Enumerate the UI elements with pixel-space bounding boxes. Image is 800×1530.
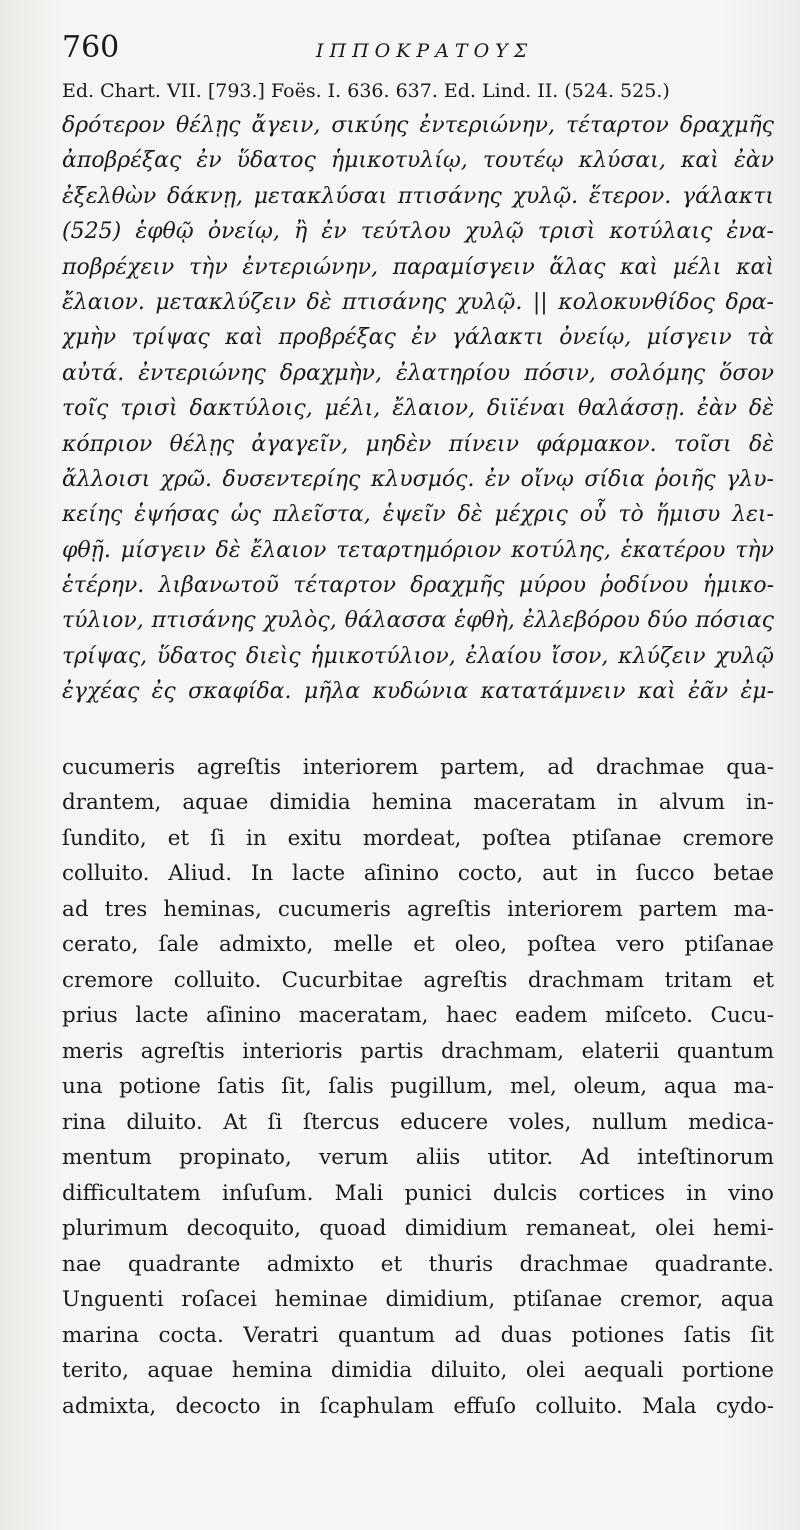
- greek-text-line: ἔλαιον. μετακλύζειν δὲ πτισάνης χυλῷ. || κολοκυνθίδος δρα-: [62, 289, 774, 315]
- latin-text-line: prius lacte aſinino maceratam, haec eadem miſceto. Cucu-: [62, 1003, 774, 1029]
- latin-text-line: cucumeris agreſtis interiorem partem, ad drachmae qua-: [62, 754, 774, 780]
- latin-text-line: ſundito, et ſi in exitu mordeat, poſtea ptiſanae cremore: [62, 825, 774, 851]
- greek-text-line: κείης ἑψήσας ὡς πλεῖστα, ἑψεῖν δὲ μέχρις οὗ τὸ ἥμισυ λει-: [62, 502, 774, 528]
- greek-text-line: ποβρέχειν τὴν ἐντεριώνην, παραμίσγειν ἅλας καὶ μέλι καὶ: [62, 254, 774, 280]
- latin-text-line: colluito. Aliud. In lacte aſinino cocto, aut in ſucco betae: [62, 861, 774, 887]
- latin-text-line: cerato, ſale admixto, melle et oleo, poſtea vero ptiſanae: [62, 932, 774, 958]
- latin-text-line: mentum propinato, verum aliis utitor. Ad inteſtinorum: [62, 1145, 774, 1171]
- edition-reference-line: Ed. Chart. VII. [793.] Foës. I. 636. 637. Ed. Lind. II. (524. 525.): [62, 80, 670, 102]
- page-header: [62, 30, 774, 74]
- latin-text-block: [62, 750, 774, 1425]
- latin-text-line: admixta, decocto in ſcaphulam effuſo colluito. Mala cydo-: [62, 1393, 774, 1419]
- greek-text-line: ἑτέρην. λιβανωτοῦ τέταρτον δραχμῆς μύρου ῥοδίνου ἡμικο-: [62, 573, 774, 599]
- greek-text-line: φθῇ. μίσγειν δὲ ἔλαιον τεταρτημόριον κοτύλης, ἑκατέρου τὴν: [62, 537, 774, 563]
- greek-text-line: ἀποβρέξας ἐν ὕδατος ἡμικοτυλίῳ, τουτέῳ κλύσαι, καὶ ἐὰν: [62, 148, 774, 174]
- latin-text-line: Unguenti roſacei heminae dimidium, ptiſanae cremor, aqua: [62, 1287, 774, 1313]
- greek-text-line: κόπριον θέλῃς ἀγαγεῖν, μηδὲν πίνειν φάρμακον. τοῖσι δὲ: [62, 431, 774, 457]
- greek-text-line: δρότερον θέλῃς ἄγειν, σικύης ἐντεριώνην, τέταρτον δραχμῆς: [62, 113, 774, 138]
- greek-text-line: τοῖς τρισὶ δακτύλοις, μέλι, ἔλαιον, διϊέναι θαλάσσῃ. ἐὰν δὲ: [62, 396, 774, 422]
- latin-text-line: drantem, aquae dimidia hemina maceratam in alvum in-: [62, 790, 774, 816]
- greek-text-block: [62, 108, 774, 710]
- latin-text-line: cremore colluito. Cucurbitae agreſtis drachmam tritam et: [62, 967, 774, 993]
- latin-text-line: nae quadrante admixto et thuris drachmae quadrante.: [62, 1251, 774, 1277]
- latin-text-line: ad tres heminas, cucumeris agreſtis interiorem partem ma-: [62, 896, 774, 922]
- greek-text-line: (525) ἑφθῷ ὀνείῳ, ἢ ἐν τεύτλου χυλῷ τρισὶ κοτύλαις ἐνα-: [62, 219, 774, 245]
- greek-text-line: τρίψας, ὕδατος διεὶς ἡμικοτύλιον, ἐλαίου ἴσον, κλύζειν χυλῷ: [62, 643, 774, 669]
- latin-text-line: meris agreſtis interioris partis drachmam, elaterii quantum: [62, 1038, 774, 1064]
- greek-text-line: χμὴν τρίψας καὶ προβρέξας ἐν γάλακτι ὀνείῳ, μίσγειν τὰ: [62, 325, 774, 351]
- latin-text-line: difficultatem inſuſum. Mali punici dulcis cortices in vino: [62, 1180, 774, 1206]
- section-gap: [62, 710, 774, 750]
- running-title: ΙΠΠΟΚΡΑΤΟΥΣ: [316, 40, 534, 62]
- latin-text-line: rina diluito. At ſi ſtercus educere voles, nullum medica-: [62, 1109, 774, 1135]
- greek-text-line: ἐγχέας ἐς σκαφίδα. μῆλα κυδώνια κατατάμνειν καὶ ἐᾶν ἐμ-: [62, 679, 774, 705]
- latin-text-line: marina cocta. Veratri quantum ad duas potiones ſatis ſit: [62, 1322, 774, 1348]
- latin-text-line: terito, aquae hemina dimidia diluito, olei aequali portione: [62, 1358, 774, 1384]
- page-number: 760: [62, 30, 120, 65]
- latin-text-line: una potione ſatis ſit, ſalis pugillum, mel, oleum, aqua ma-: [62, 1074, 774, 1100]
- latin-text-line: plurimum decoquito, quoad dimidium remaneat, olei hemi-: [62, 1216, 774, 1242]
- greek-text-line: ἄλλοισι χρῶ. δυσεντερίης κλυσμός. ἐν οἴνῳ σίδια ῥοιῆς γλυ-: [62, 466, 774, 492]
- greek-text-line: τύλιον, πτισάνης χυλὸς, θάλασσα ἑφθὴ, ἐλλεβόρου δύο πόσιας: [62, 608, 774, 634]
- greek-text-line: ἐξελθὼν δάκνῃ, μετακλύσαι πτισάνης χυλῷ. ἕτερον. γάλακτι: [62, 183, 774, 209]
- greek-text-line: αὐτά. ἐντεριώνης δραχμὴν, ἐλατηρίου πόσιν, σολόμης ὅσον: [62, 360, 774, 386]
